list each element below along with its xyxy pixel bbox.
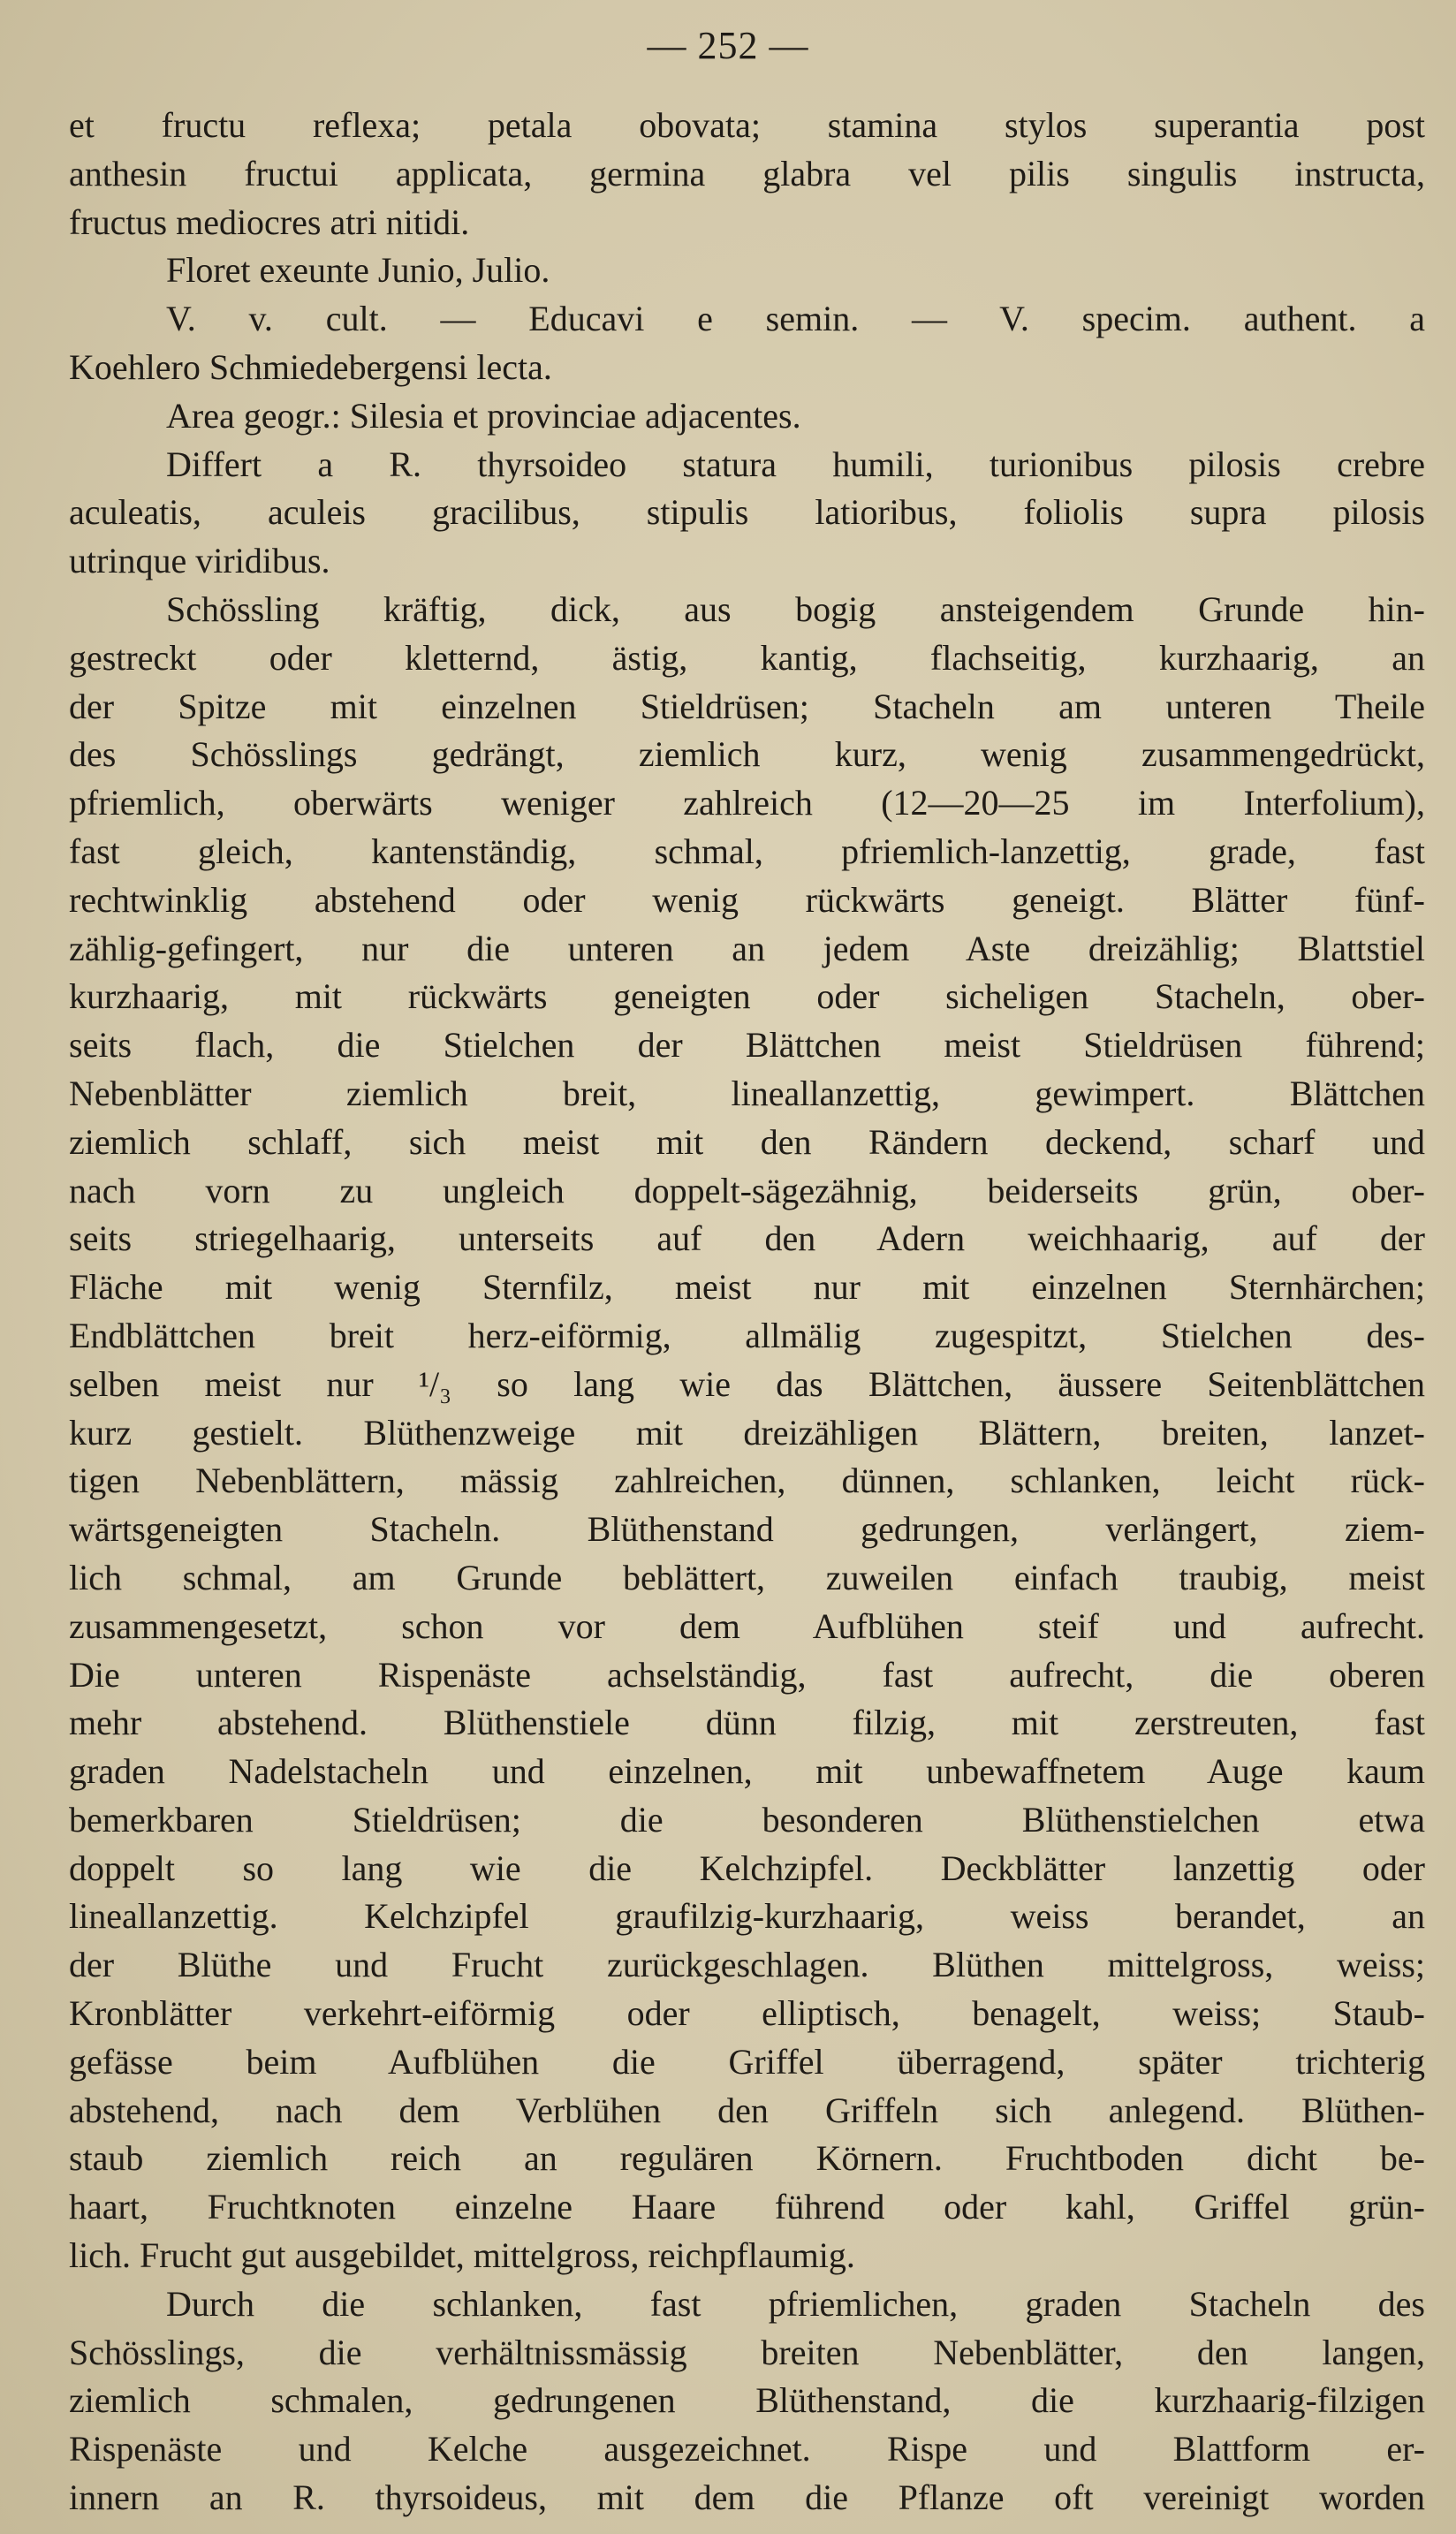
text-line: et fructu reflexa; petala obovata; stamina stylos superantia post bbox=[69, 105, 1425, 145]
text-line: V. v. cult. — Educavi e semin. — V. specim. authent. a bbox=[166, 299, 1425, 339]
text-line: gestreckt oder kletternd, ästig, kantig, flachseitig, kurzhaarig, an bbox=[69, 637, 1425, 678]
text-line: utrinque viridibus. bbox=[69, 541, 330, 581]
text-line: Rispenäste und Kelche ausgezeichnet. Rispe und Blattform er- bbox=[69, 2429, 1425, 2470]
text-line: Endblättchen breit herz-eiförmig, allmälig zugespitzt, Stielchen des- bbox=[69, 1315, 1425, 1355]
text-line: graden Nadelstacheln und einzelnen, mit unbewaffnetem Auge kaum bbox=[69, 1751, 1425, 1792]
text-line: haart, Fruchtknoten einzelne Haare führend oder kahl, Griffel grün- bbox=[69, 2187, 1425, 2227]
text-line: Differt a R. thyrsoideo statura humili, turionibus pilosis crebre bbox=[166, 444, 1425, 484]
text-line: selben meist nur ¹/₃ so lang wie das Blättchen, äussere Seitenblättchen bbox=[69, 1363, 1425, 1404]
text-line: mehr abstehend. Blüthenstiele dünn filzig, mit zerstreuten, fast bbox=[69, 1703, 1425, 1743]
text-line: pfriemlich, oberwärts weniger zahlreich (12—20—25 im Interfolium), bbox=[69, 783, 1425, 823]
text-line: seits striegelhaarig, unterseits auf den Adern weichhaarig, auf der bbox=[69, 1218, 1425, 1259]
text-line: kurzhaarig, mit rückwärts geneigten oder sicheligen Stacheln, ober- bbox=[69, 976, 1425, 1017]
text-line: aculeatis, aculeis gracilibus, stipulis latioribus, foliolis supra pilosis bbox=[69, 492, 1425, 533]
text-line: nach vorn zu ungleich doppelt-sägezähnig, beiderseits grün, ober- bbox=[69, 1170, 1425, 1210]
text-line: lich schmal, am Grunde beblättert, zuweilen einfach traubig, meist bbox=[69, 1557, 1425, 1597]
text-line: der Blüthe und Frucht zurückgeschlagen. Blüthen mittelgross, weiss; bbox=[69, 1945, 1425, 1985]
text-line: seits flach, die Stielchen der Blättchen meist Stieldrüsen führend; bbox=[69, 1025, 1425, 1066]
text-line: staub ziemlich reich an regulären Körnern. Fruchtboden dicht be- bbox=[69, 2138, 1425, 2179]
text-line: fructus mediocres atri nitidi. bbox=[69, 201, 470, 242]
text-line: Area geogr.: Silesia et provinciae adjacentes. bbox=[166, 395, 801, 436]
text-line: wärtsgeneigten Stacheln. Blüthenstand gedrungen, verlängert, ziem- bbox=[69, 1509, 1425, 1550]
text-line: abstehend, nach dem Verblühen den Griffeln sich anlegend. Blüthen- bbox=[69, 2090, 1425, 2130]
text-line: rechtwinklig abstehend oder wenig rückwärts geneigt. Blätter fünf- bbox=[69, 879, 1425, 920]
text-line: innern an R. thyrsoideus, mit dem die Pflanze oft vereinigt worden bbox=[69, 2477, 1425, 2518]
text-line: des Schösslings gedrängt, ziemlich kurz, wenig zusammengedrückt, bbox=[69, 734, 1425, 775]
text-line: der Spitze mit einzelnen Stieldrüsen; Stacheln am unteren Theile bbox=[69, 686, 1425, 726]
text-line: gefässe beim Aufblühen die Griffel überragend, später trichterig bbox=[69, 2041, 1425, 2082]
text-line: Die unteren Rispenäste achselständig, fast aufrecht, die oberen bbox=[69, 1654, 1425, 1695]
text-line: Schössling kräftig, dick, aus bogig ansteigendem Grunde hin- bbox=[166, 588, 1425, 629]
page-number: — 252 — bbox=[647, 24, 809, 67]
text-line: zusammengesetzt, schon vor dem Aufblühen steif und aufrecht. bbox=[69, 1605, 1425, 1646]
text-line: Schösslings, die verhältnissmässig breiten Nebenblätter, den langen, bbox=[69, 2332, 1425, 2372]
text-line: Floret exeunte Junio, Julio. bbox=[166, 250, 550, 291]
text-line: Fläche mit wenig Sternfilz, meist nur mit einzelnen Sternhärchen; bbox=[69, 1267, 1425, 1308]
text-line: Koehlero Schmiedebergensi lecta. bbox=[69, 346, 552, 387]
text-line: kurz gestielt. Blüthenzweige mit dreizähligen Blättern, breiten, lanzet- bbox=[69, 1412, 1425, 1453]
text-line: Nebenblätter ziemlich breit, lineallanzettig, gewimpert. Blättchen bbox=[69, 1073, 1425, 1113]
text-line: Kronblätter verkehrt-eiförmig oder elliptisch, benagelt, weiss; Staub- bbox=[69, 1993, 1425, 2034]
text-line: anthesin fructui applicata, germina glabra vel pilis singulis instructa, bbox=[69, 153, 1425, 193]
text-line: Durch die schlanken, fast pfriemlichen, graden Stacheln des bbox=[166, 2283, 1425, 2324]
text-line: ziemlich schlaff, sich meist mit den Rändern deckend, scharf und bbox=[69, 1121, 1425, 1162]
text-line: bemerkbaren Stieldrüsen; die besonderen Blüthenstielchen etwa bbox=[69, 1799, 1425, 1840]
text-line: zählig-gefingert, nur die unteren an jedem Aste dreizählig; Blattstiel bbox=[69, 928, 1425, 968]
page-body-text bbox=[69, 102, 1425, 2523]
text-line: ziemlich schmalen, gedrungenen Blüthenstand, die kurzhaarig-filzigen bbox=[69, 2380, 1425, 2421]
text-line: lineallanzettig. Kelchzipfel graufilzig-kurzhaarig, weiss berandet, an bbox=[69, 1896, 1425, 1937]
text-line: doppelt so lang wie die Kelchzipfel. Deckblätter lanzettig oder bbox=[69, 1847, 1425, 1888]
text-line: tigen Nebenblättern, mässig zahlreichen, dünnen, schlanken, leicht rück- bbox=[69, 1460, 1425, 1501]
text-line: lich. Frucht gut ausgebildet, mittelgross, reichpflaumig. bbox=[69, 2235, 855, 2276]
text-line: fast gleich, kantenständig, schmal, pfriemlich-lanzettig, grade, fast bbox=[69, 831, 1425, 871]
